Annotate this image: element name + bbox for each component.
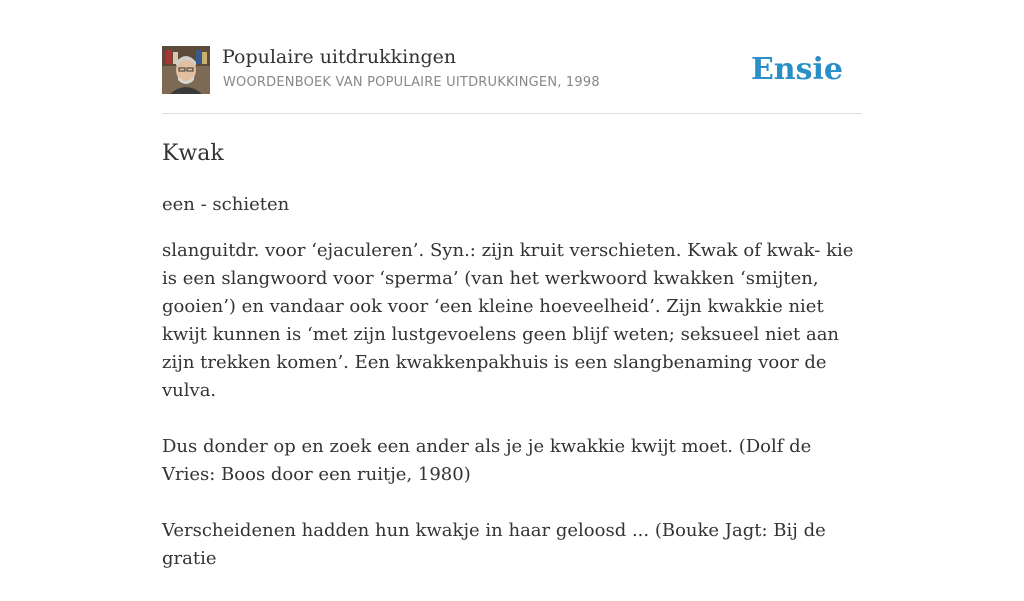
entry-term: Kwak bbox=[162, 141, 224, 166]
definition-paragraph: slanguitdr. voor ‘ejaculeren’. Syn.: zijn kruit verschieten. Kwak of kwak- kie is een slangwoord voor ‘sperma’ (van het werkwoord kwakken ‘smijten, gooien’) en vandaar ook voor ‘een kleine hoeveelheid’. Zijn kwakkie niet kwijt kunnen is ‘met zijn lustgevoelens geen blijf weten; seksueel niet aan zijn trekken komen’. Een kwakkenpakhuis is een slangbenaming voor de vulva. bbox=[162, 240, 854, 401]
source-subtitle: WOORDENBOEK VAN POPULAIRE UITDRUKKINGEN, 1998 bbox=[223, 75, 600, 90]
entry-container bbox=[162, 46, 862, 601]
author-avatar[interactable] bbox=[162, 46, 210, 94]
source-title[interactable]: Populaire uitdrukkingen bbox=[222, 46, 457, 68]
entry-definition bbox=[162, 237, 862, 573]
example-quote: Dus donder op en zoek een ander als je je kwakkie kwijt moet. (Dolf de Vries: Boos door een ruitje, 1980) bbox=[162, 436, 812, 485]
ensie-logo-link[interactable]: Ensie bbox=[750, 52, 843, 87]
entry-variant: een - schieten bbox=[162, 194, 290, 215]
avatar-portrait-icon bbox=[162, 46, 210, 94]
source-header bbox=[162, 46, 862, 114]
example-quote: Verscheidenen hadden hun kwakje in haar geloosd ... (Bouke Jagt: Bij de gratie bbox=[162, 520, 826, 569]
